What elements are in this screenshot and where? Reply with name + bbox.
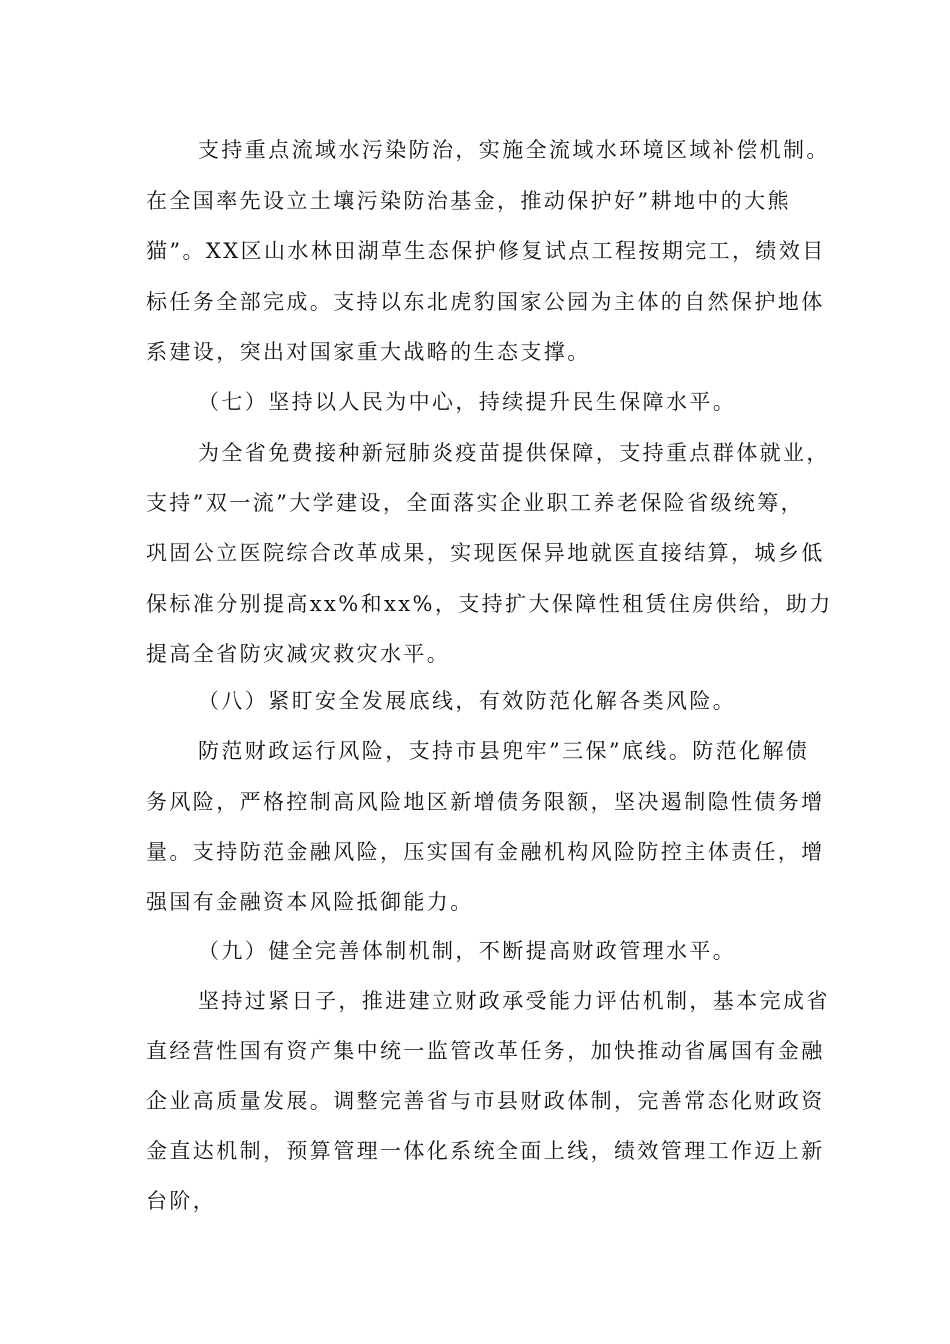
- paragraph-line: 防范财政运行风险，支持市县兜牢”三保”底线。防范化解债: [198, 739, 810, 763]
- paragraph-line: 量。支持防范金融风险，压实国有金融机构风险防控主体责任，增: [146, 840, 825, 864]
- paragraph-line: 台阶，: [146, 1189, 217, 1213]
- paragraph-line: 系建设，突出对国家重大战略的生态支撑。: [146, 340, 591, 364]
- paragraph-line: 保标准分别提高xx%和xx%，支持扩大保障性租赁住房供给，助力: [146, 592, 833, 616]
- section-heading-8: （八）紧盯安全发展底线，有效防范化解各类风险。: [198, 689, 737, 713]
- paragraph-line: 巩固公立医院综合改革成果，实现医保异地就医直接结算，城乡低: [146, 541, 825, 565]
- paragraph-line: 金直达机制，预算管理一体化系统全面上线，绩效管理工作迈上新: [146, 1139, 825, 1163]
- paragraph-line: 企业高质量发展。调整完善省与市县财政体制，完善常态化财政资: [146, 1089, 825, 1113]
- paragraph-line: 为全省免费接种新冠肺炎疫苗提供保障，支持重点群体就业，: [198, 441, 830, 465]
- section-heading-9: （九）健全完善体制机制，不断提高财政管理水平。: [198, 939, 737, 963]
- paragraph-line: 支持重点流域水污染防治，实施全流域水环境区域补偿机制。: [198, 138, 830, 162]
- paragraph-line: 务风险，严格控制高风险地区新增债务限额，坚决遏制隐性债务增: [146, 790, 825, 814]
- paragraph-line: 支持”双一流”大学建设，全面落实企业职工养老保险省级统筹，: [146, 491, 805, 515]
- paragraph-line: 直经营性国有资产集中统一监管改革任务，加快推动省属国有金融: [146, 1039, 825, 1063]
- paragraph-line: 标任务全部完成。支持以东北虎豹国家公园为主体的自然保护地体: [146, 290, 825, 314]
- paragraph-line: 强国有金融资本风险抵御能力。: [146, 890, 474, 914]
- section-heading-7: （七）坚持以人民为中心，持续提升民生保障水平。: [198, 390, 737, 414]
- paragraph-line: 坚持过紧日子，推进建立财政承受能力评估机制，基本完成省: [198, 989, 830, 1013]
- paragraph-line: 在全国率先设立土壤污染防治基金，推动保护好”耕地中的大熊: [146, 189, 791, 213]
- paragraph-line: 猫”。XX区山水林田湖草生态保护修复试点工程按期完工，绩效目: [146, 239, 826, 263]
- paragraph-line: 提高全省防灾减灾救灾水平。: [146, 642, 451, 666]
